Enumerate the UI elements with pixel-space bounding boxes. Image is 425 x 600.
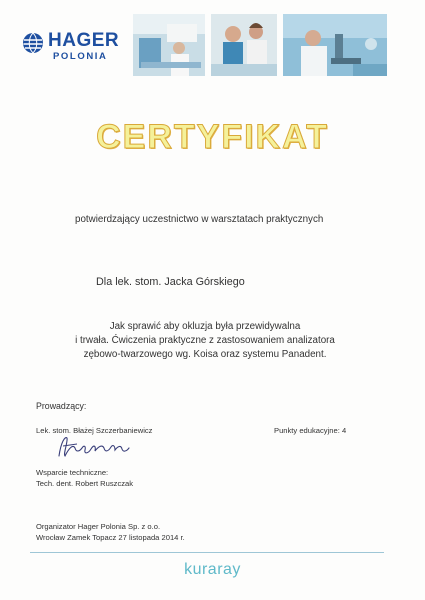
support-name: Tech. dent. Robert Ruszczak	[36, 479, 134, 488]
logo-subtitle-text: POLONIA	[53, 51, 108, 62]
confirmation-text: potwierdzający uczestnictwo w warsztatach praktycznych	[75, 214, 324, 225]
instructor-name: Lek. stom. Błażej Szczerbaniewicz	[36, 426, 153, 435]
course-description	[35, 320, 375, 362]
hager-polonia-logo	[22, 30, 122, 66]
instructors-label: Prowadzący:	[36, 401, 87, 411]
course-line: Jak sprawić aby okluzja była przewidywalna	[109, 321, 301, 332]
header-photo-students	[211, 14, 277, 76]
education-points: Punkty edukacyjne: 4	[274, 426, 347, 435]
organizer-text: Organizator Hager Polonia Sp. z o.o.	[36, 522, 161, 531]
handwritten-signature	[55, 432, 145, 462]
certificate-title: CERTYFIKAT	[96, 118, 329, 156]
hager-globe-icon	[22, 32, 44, 54]
footer-divider	[30, 552, 384, 553]
logo-brand-text: HAGER	[48, 30, 120, 51]
support-label: Wsparcie techniczne:	[36, 468, 109, 477]
header-photo-laboratory	[283, 14, 387, 76]
header-photo-dental-office	[133, 14, 205, 76]
course-line: zębowo-twarzowego wg. Koisa oraz systemu Panadent.	[83, 349, 327, 360]
kuraray-logo: kuraray	[184, 561, 241, 578]
recipient-name: Dla lek. stom. Jacka Górskiego	[96, 276, 245, 288]
location-date-text: Wrocław Zamek Topacz 27 listopada 2014 r.	[36, 533, 185, 542]
course-line: i trwała. Ćwiczenia praktyczne z zastosowaniem analizatora	[75, 335, 335, 346]
